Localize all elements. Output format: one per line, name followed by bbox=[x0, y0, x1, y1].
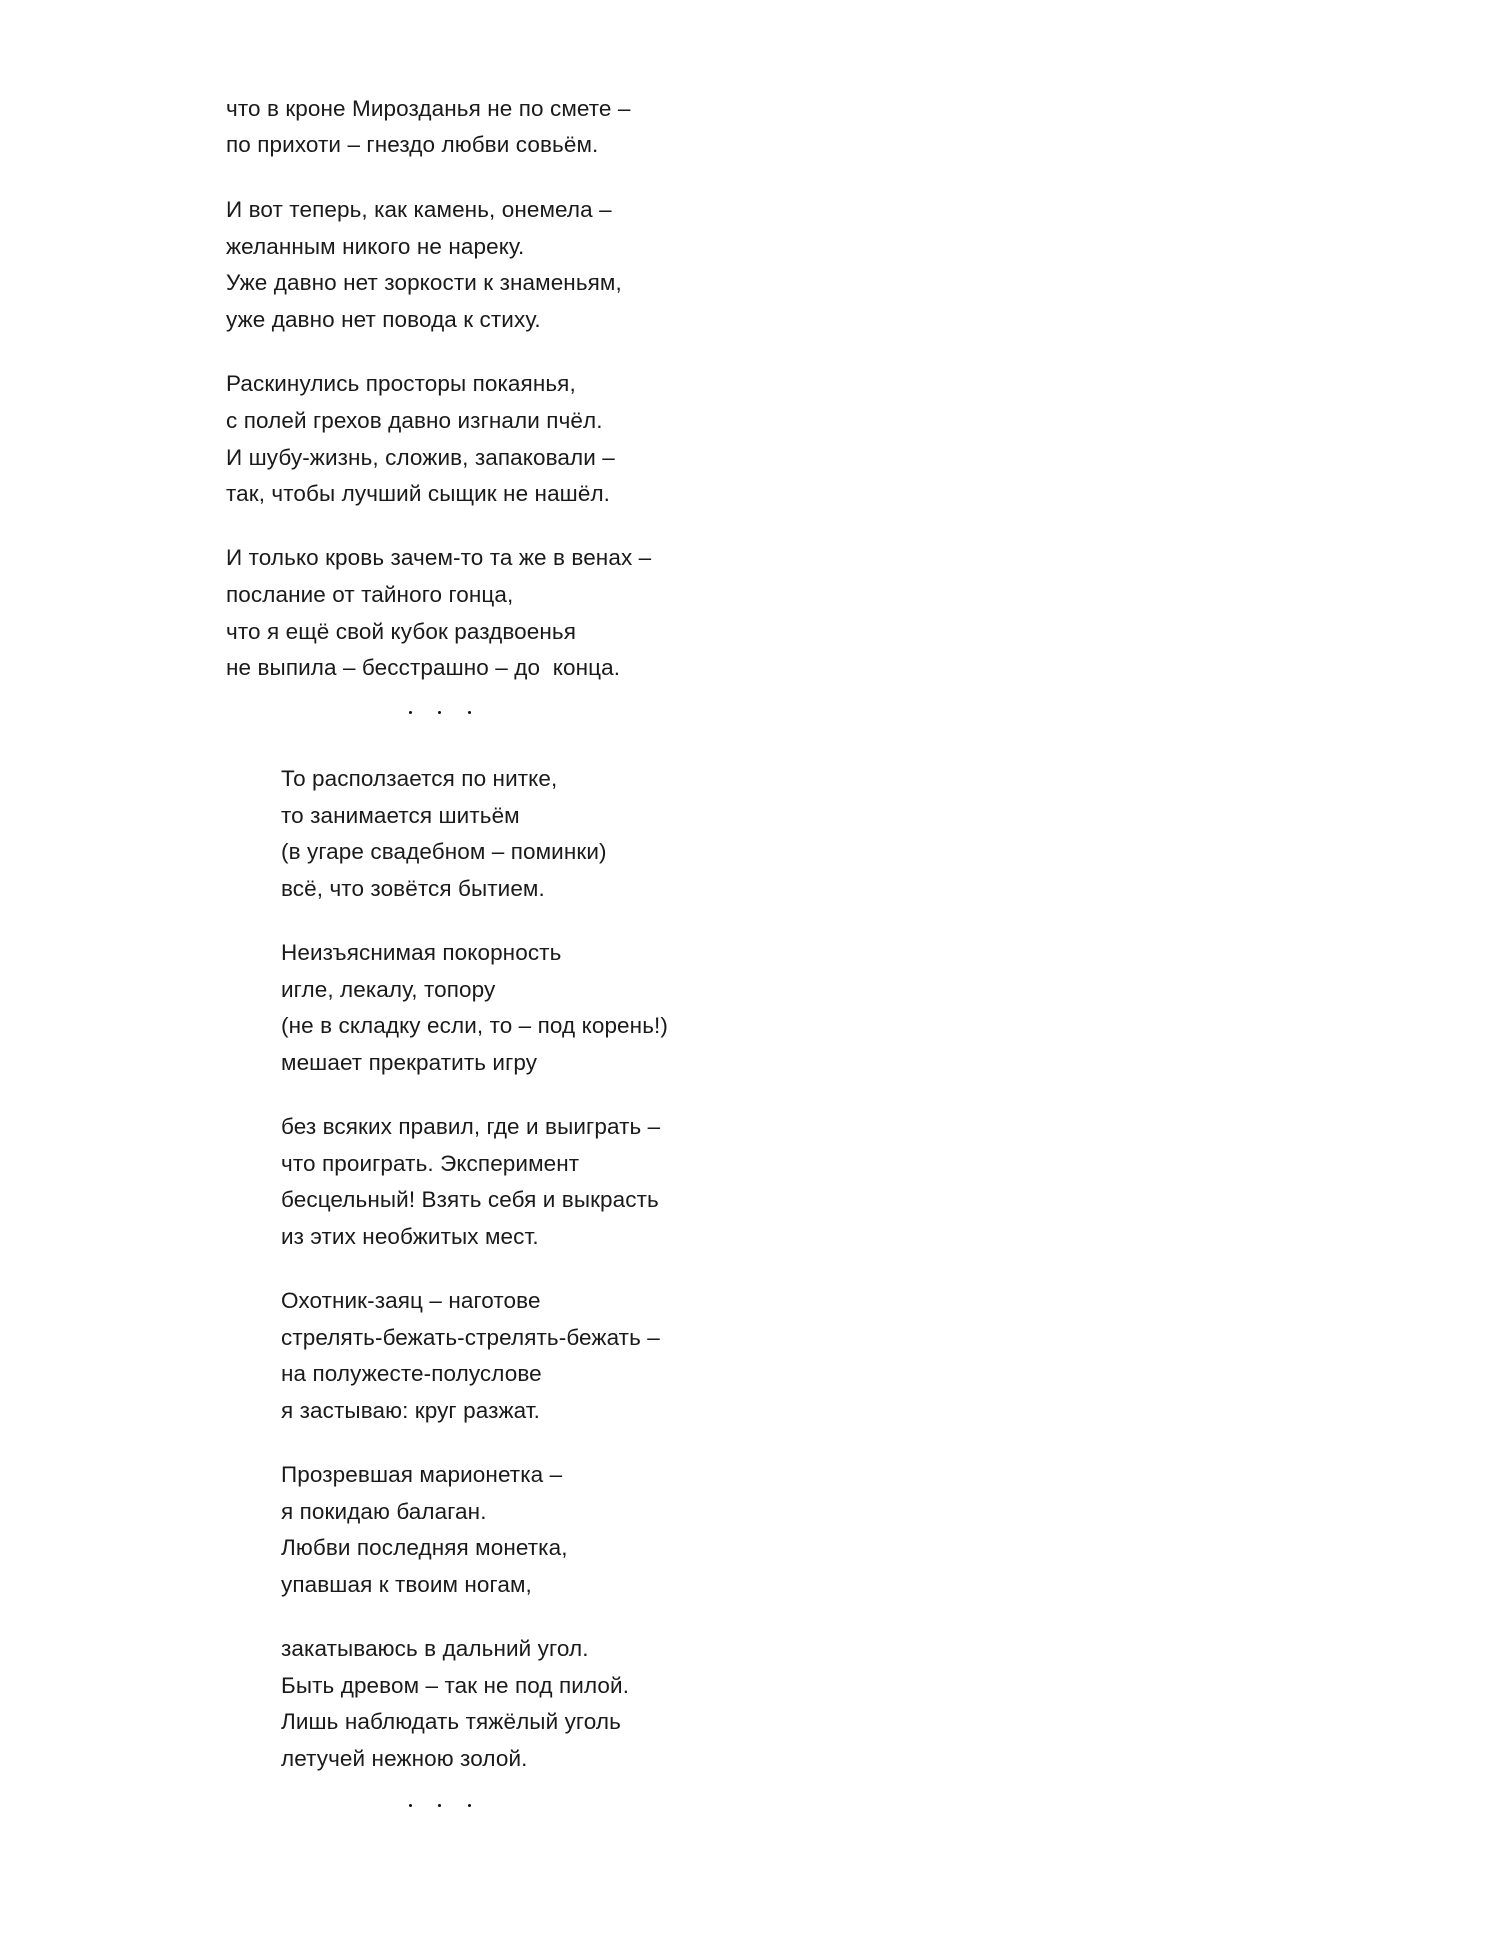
verse-line: Охотник-заяц – наготове bbox=[281, 1288, 541, 1313]
verse-line: И вот теперь, как камень, онемела – bbox=[226, 197, 612, 222]
verse-line: упавшая к твоим ногам, bbox=[281, 1572, 532, 1597]
verse-line: И только кровь зачем-то та же в венах – bbox=[226, 545, 652, 570]
verse-line: Лишь наблюдать тяжёлый уголь bbox=[281, 1709, 621, 1734]
verse-line: игле, лекалу, топору bbox=[281, 977, 496, 1002]
separator-dot bbox=[409, 1804, 412, 1807]
verse-line: Раскинулись просторы покаянья, bbox=[226, 371, 576, 396]
verse-line: на полужесте-полуслове bbox=[281, 1361, 542, 1386]
verse-line: с полей грехов давно изгнали пчёл. bbox=[226, 408, 603, 433]
verse-line: закатываюсь в дальний угол. bbox=[281, 1636, 589, 1661]
verse-line: я покидаю балаган. bbox=[281, 1499, 487, 1524]
verse-line: что я ещё свой кубок раздвоенья bbox=[226, 619, 577, 644]
verse-line: мешает прекратить игру bbox=[281, 1050, 538, 1075]
verse-line: не выпила – бесстрашно – до конца. bbox=[226, 655, 621, 680]
verse-line: что в кроне Мирозданья не по смете – bbox=[226, 96, 631, 121]
verse-line: так, чтобы лучший сыщик не нашёл. bbox=[226, 481, 611, 506]
separator-dot bbox=[468, 711, 471, 714]
separator-dot bbox=[409, 711, 412, 714]
verse-line: послание от тайного гонца, bbox=[226, 582, 514, 607]
verse-line: по прихоти – гнездо любви совьём. bbox=[226, 132, 599, 157]
separator-dot bbox=[438, 1804, 441, 1807]
verse-line: (в угаре свадебном – поминки) bbox=[281, 839, 607, 864]
verse-line: Уже давно нет зоркости к знаменьям, bbox=[226, 270, 622, 295]
verse-line: всё, что зовётся бытием. bbox=[281, 876, 545, 901]
verse-line: летучей нежною золой. bbox=[281, 1746, 528, 1771]
verse-line: то занимается шитьём bbox=[281, 803, 520, 828]
verse-line: Прозревшая марионетка – bbox=[281, 1462, 563, 1487]
verse-line: И шубу-жизнь, сложив, запаковали – bbox=[226, 445, 615, 470]
verse-line: Любви последняя монетка, bbox=[281, 1535, 568, 1560]
verse-line: что проиграть. Эксперимент bbox=[281, 1151, 580, 1176]
verse-line: стрелять-бежать-стрелять-бежать – bbox=[281, 1325, 660, 1350]
verse-line: Неизъяснимая покорность bbox=[281, 940, 562, 965]
separator-dot bbox=[468, 1804, 471, 1807]
verse-line: Быть древом – так не под пилой. bbox=[281, 1673, 630, 1698]
verse-line: (не в складку если, то – под корень!) bbox=[281, 1013, 668, 1038]
verse-line: уже давно нет повода к стиху. bbox=[226, 307, 541, 332]
verse-line: желанным никого не нареку. bbox=[226, 234, 525, 259]
verse-line: из этих необжитых мест. bbox=[281, 1224, 539, 1249]
verse-line: бесцельный! Взять себя и выкрасть bbox=[281, 1187, 659, 1212]
separator-dot bbox=[438, 711, 441, 714]
verse-line: без всяких правил, где и выиграть – bbox=[281, 1114, 661, 1139]
verse-line: То расползается по нитке, bbox=[281, 766, 558, 791]
verse-line: я застываю: круг разжат. bbox=[281, 1398, 541, 1423]
